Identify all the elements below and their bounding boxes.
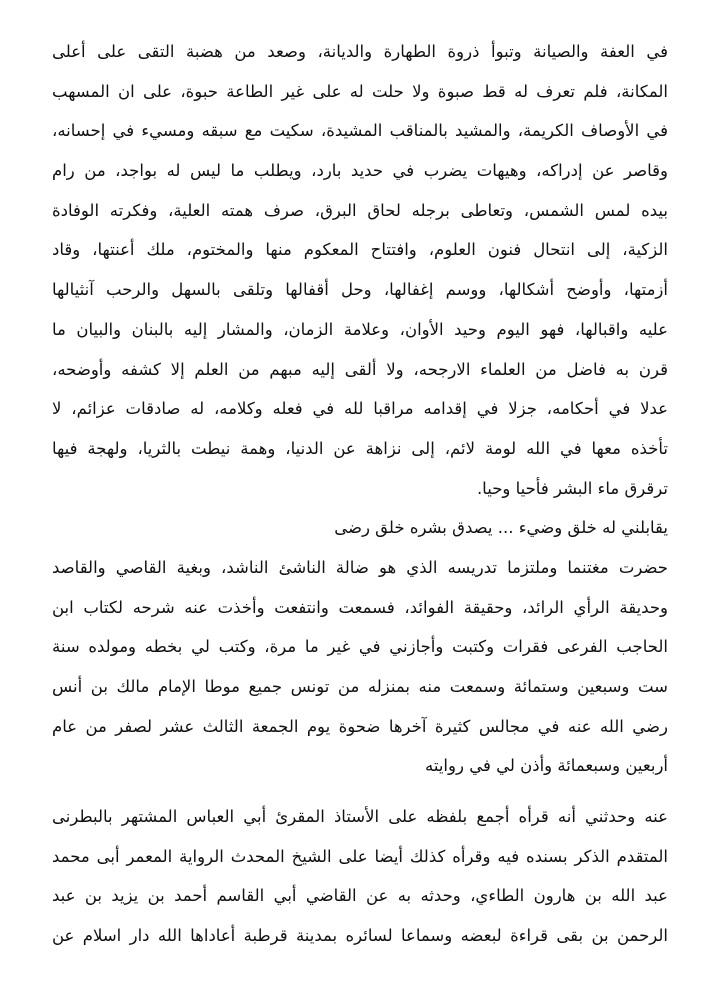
text-line: الزكية، إلى انتحال فنون العلوم، وافتتاح المعكوم منها والمختوم، ملك أعنتها، وقاد [52,240,668,260]
text-line: رضي الله عنه في مجالس كثيرة آخرها ضحوة يوم الجمعة الثالث عشر لصفر من عام [52,716,668,736]
text-line: الرحمن بن بقى قراءة لبعضه وسماعا لسائره بمدينة قرطبة أعاداها الله دار اسلام عن [52,926,668,946]
paragraph-spacer [52,786,668,797]
text-line: ست وسبعين وستمائة وسمعت منه بمنزله من تونس جميع موطا الإمام مالك بن أنس [52,677,668,696]
text-line: تأخذه معها في الله لومة لائم، إلى نزاهة عن الدنيا، وهمة نيطت بالثريا، ولهجة فيها [52,438,668,458]
text-line: حضرت مغتنما وملتزما تدريسه الذي هو ضالة الناشئ الناشد، وبغية القاصي والقاصد [52,557,668,577]
text-line: قرن به فاضل من العلماء الارجحه، ولا ألقى إليه مبهم من العلم إلا كشفه وأوضحه، [52,359,668,379]
text-line: في العفة والصيانة وتبوأ ذروة الطهارة والديانة، وصعد من هضبة التقى على أعلى [52,42,668,61]
text-line: عنه وحدثني أنه قرأه أجمع بلفظه على الأستاذ المقرئ أبي العباس المشتهر بالبطرنى [52,807,668,827]
text-line: المكانة، فلم تعرف له قط صبوة ولا حلت له على غير الطاعة حبوة، على ان المسهب [52,81,668,101]
text-line: المتقدم الذكر بسنده فيه وقرأه كذلك أيضا على الشيخ المحدث الرواية المعمر أبى محمد [52,846,668,866]
text-line: ترقرق ماء البشر فأحيا وحيا. [476,478,668,498]
text-line: في الأوصاف الكريمة، والمشيد بالمناقب المشيدة، سكيت مع سبقه ومسيء في إحسانه، [52,121,668,141]
verse-line: يقابلني له خلق وضيء ... يصدق بشره خلق رضى [334,518,668,538]
text-line: أربعين وسبعمائة وأذن لي في روايته [425,756,668,776]
verse-block [52,508,668,548]
text-line: وحديقة الرأي الرائد، وحقيقة الفوائد، فسمعت وانتفعت وأخذت عنه شرحه لكتاب ابن [52,597,668,617]
text-line: عبد الله بن هارون الطاءي، وحدثه به عن القاضي أبي القاسم أحمد بن يزيد بن عبد [52,886,668,906]
text-line: الحاجب الفرعى فقرات وكتبت وأجازني في غير ما مرة، وكتب لي بخطه ومولده سنة [52,637,668,657]
text-line: أزمتها، وأوضح أشكالها، ووسم إغفالها، وحل أقفالها وتلقى بالسهل والرحب آنثيالها [52,280,668,300]
text-line: عدلا في أحكامه، جزلا في إقدامه مراقبا لله في فعله وكلامه، له صادقات عزائم، لا [52,399,668,419]
paragraph-2 [52,548,668,786]
text-line: عليه واقبالها، فهو اليوم وحيد الأوان، وعلامة الزمان، والمشار إليه بالبنان والبيان ما [52,319,668,339]
text-line: بيده لمس الشمس، وتعاطى برجله لحاق البرق، صرف همته العلية، وفكرته الوفادة [52,200,668,220]
document-page [52,32,668,956]
paragraph-3 [52,797,668,956]
paragraph-1 [52,32,668,508]
text-line: وقاصر عن إدراكه، وهيهات يضرب في حديد بارد، ويطلب ما ليس له بواجد، من رام [52,161,668,181]
